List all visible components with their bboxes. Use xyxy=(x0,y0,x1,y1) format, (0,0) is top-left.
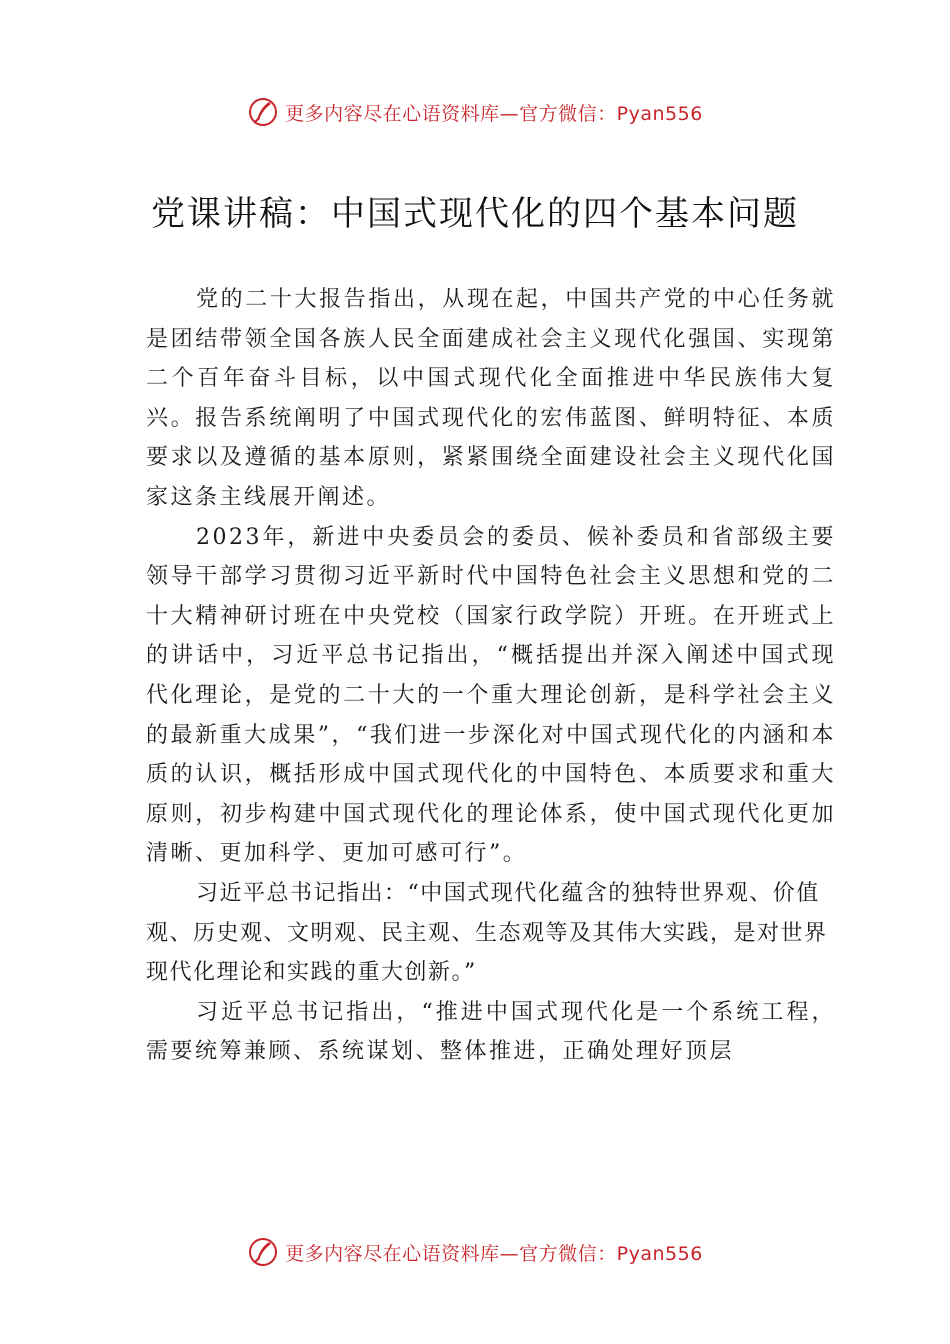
header-brand-text: 更多内容尽在心语资料库—官方微信：Pyan556 xyxy=(285,102,703,125)
header-watermark xyxy=(0,96,950,128)
paragraph-2: 2023年，新进中央委员会的委员、候补委员和省部级主要领导干部学习贯彻习近平新时代中国特色社会主义思想和党的二十大精神研讨班在中央党校（国家行政学院）开班。在开班式上的讲话中，习近平总书记指出，“概括提出并深入阐述中国式现代化理论，是党的二十大的一个重大理论创新，是科学社会主义的最新重大成果”，“我们进一步深化对中国式现代化的内涵和本质的认识，概括形成中国式现代化的中国特色、本质要求和重大原则，初步构建中国式现代化的理论体系，使中国式现代化更加清晰、更加科学、更加可感可行”。 xyxy=(146,524,836,867)
footer-brand-text: 更多内容尽在心语资料库—官方微信：Pyan556 xyxy=(285,1242,703,1265)
paragraph-3: 习近平总书记指出：“中国式现代化蕴含的独特世界观、价值观、历史观、文明观、民主观、生态观等及其伟大实践，是对世界现代化理论和实践的重大创新。” xyxy=(146,880,828,986)
quill-pen-logo-icon xyxy=(247,96,279,128)
document-body xyxy=(146,280,836,1072)
document-title: 党课讲稿：中国式现代化的四个基本问题 xyxy=(151,194,799,234)
footer-watermark xyxy=(0,1236,950,1268)
paragraph-4: 习近平总书记指出，“推进中国式现代化是一个系统工程，需要统筹兼顾、系统谋划、整体推进，正确处理好顶层 xyxy=(146,999,836,1065)
quill-pen-logo-icon xyxy=(247,1236,279,1268)
paragraph-1: 党的二十大报告指出，从现在起，中国共产党的中心任务就是团结带领全国各族人民全面建成社会主义现代化强国、实现第二个百年奋斗目标，以中国式现代化全面推进中华民族伟大复兴。报告系统阐明了中国式现代化的宏伟蓝图、鲜明特征、本质要求以及遵循的基本原则，紧紧围绕全面建设社会主义现代化国家这条主线展开阐述。 xyxy=(146,287,836,510)
